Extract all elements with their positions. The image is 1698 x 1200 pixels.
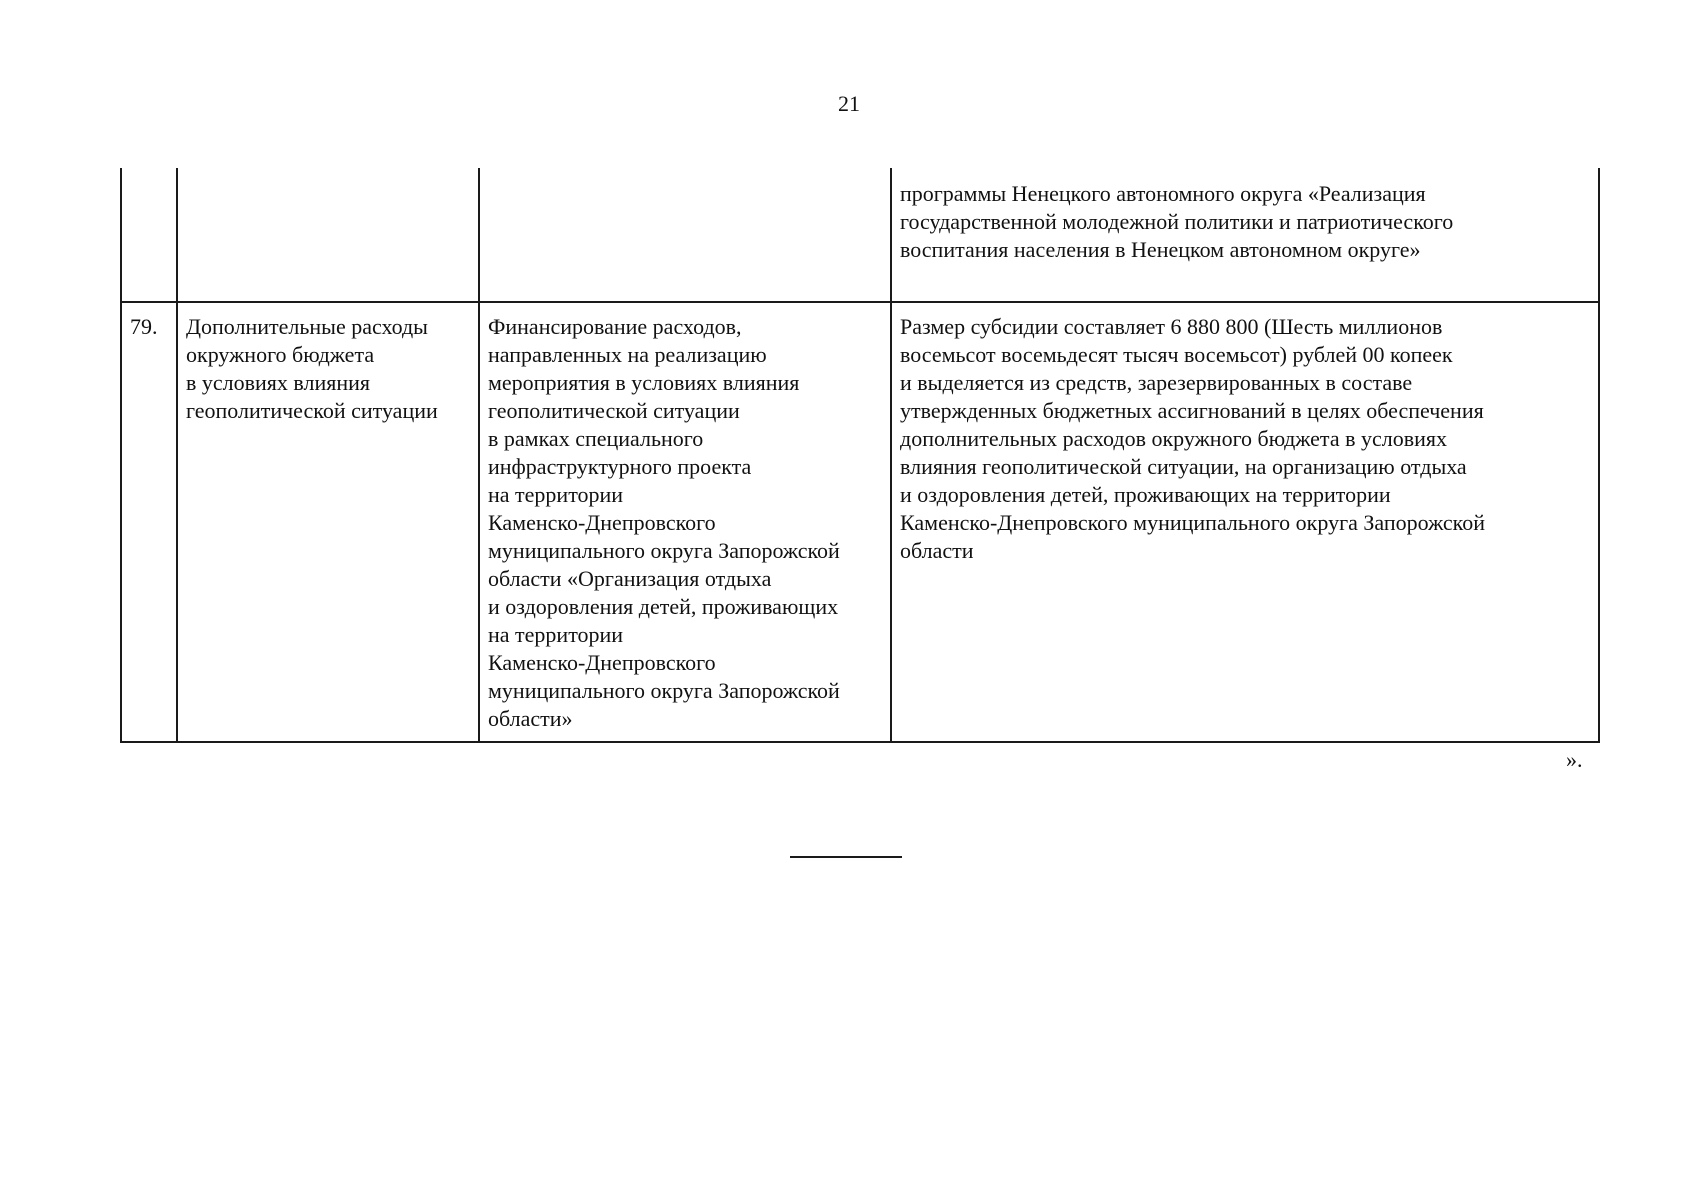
row-number-cell [121,168,177,302]
name-cell [177,168,479,302]
closing-quote-mark: ». [1566,747,1583,772]
purpose-cell [479,168,891,302]
subsidy-description: программы Ненецкого автономного округа «Реализация государственной молодежной политики и патриотического воспитания населения в Ненецком автономном округе» [900,181,1454,262]
purpose-cell [479,302,891,742]
end-of-document-rule [790,856,902,858]
description-cell [891,168,1599,302]
row-number: 79. [130,314,158,339]
table-row-continued [121,168,1599,302]
subsidy-table [120,168,1600,743]
page-number: 21 [838,91,860,116]
description-cell [891,302,1599,742]
name-cell [177,302,479,742]
subsidy-description: Размер субсидии составляет 6 880 800 (Шесть миллионов восемьсот восемьдесят тысяч восемьсот) рублей 00 копеек и выделяется из средств, зарезервированных в составе утвержденных бюджетных ассигнований в целях обеспечения дополнительных расходов окружного бюджета в условиях влияния геополитической ситуации, на организацию отдыха и оздоровления детей, проживающих на территории Каменско-Днепровского муниципального округа Запорожской области [900,314,1485,563]
row-number-cell [121,302,177,742]
table-row-79 [121,302,1599,742]
expense-purpose: Финансирование расходов, направленных на реализацию мероприятия в условиях влияния геополитической ситуации в рамках специального инфраструктурного проекта на территории Каменско-Днепровского муниципального округа Запорожской области «Организация отдыха и оздоровления детей, проживающих на территории Каменско-Днепровского муниципального округа Запорожской области» [488,314,840,731]
expense-name: Дополнительные расходы окружного бюджета в условиях влияния геополитической ситуации [186,314,438,423]
